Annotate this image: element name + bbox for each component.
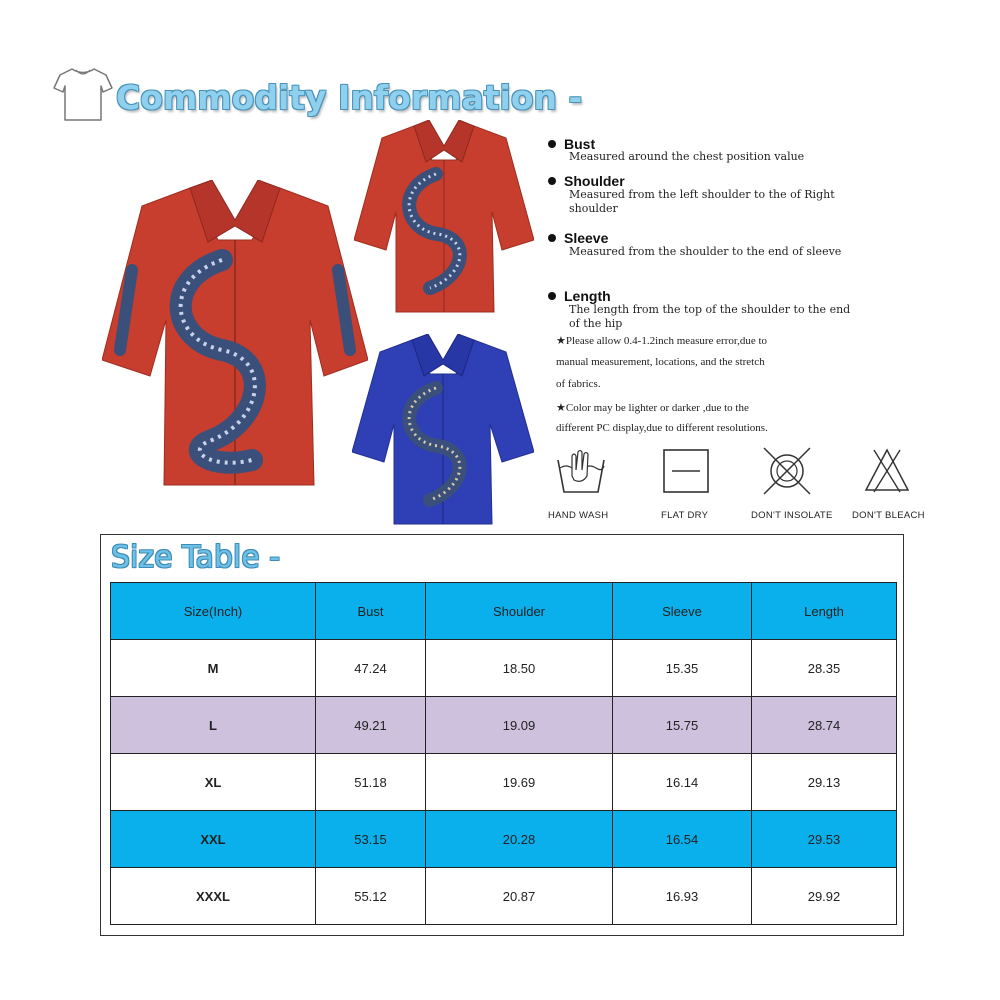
bullet-icon — [548, 292, 556, 300]
header-bust: Bust — [316, 583, 426, 640]
dont-insolate-icon — [760, 446, 814, 496]
cell-bust: 51.18 — [316, 754, 426, 811]
measure-shoulder-desc: Measured from the left shoulder to the of Right shoulder — [569, 188, 835, 215]
measure-length-desc: The length from the top of the shoulder to the end of the hip — [569, 303, 851, 330]
note-line: ★Color may be lighter or darker ,due to the — [556, 402, 749, 414]
cell-length: 29.92 — [752, 868, 897, 925]
table-header-row — [111, 583, 897, 640]
header-length: Length — [752, 583, 897, 640]
measure-sleeve-desc: Measured from the shoulder to the end of sleeve — [569, 245, 842, 258]
size-table — [110, 582, 897, 925]
cell-size: M — [111, 640, 316, 697]
measure-bust: Bust — [548, 135, 595, 153]
cell-bust: 55.12 — [316, 868, 426, 925]
hand-wash-icon — [554, 446, 608, 496]
cell-size: L — [111, 697, 316, 754]
measure-length: Length — [548, 287, 611, 305]
size-table-title: Size Table - — [111, 540, 281, 575]
cell-sleeve: 16.14 — [613, 754, 752, 811]
cell-size: XXL — [111, 811, 316, 868]
bullet-icon — [548, 234, 556, 242]
header-size: Size(Inch) — [111, 583, 316, 640]
cell-size: XL — [111, 754, 316, 811]
note-line: ★Please allow 0.4-1.2inch measure error,due to — [556, 335, 768, 347]
product-image-red-shirt-small — [354, 120, 534, 316]
cell-bust: 53.15 — [316, 811, 426, 868]
table-row — [111, 640, 897, 697]
table-row — [111, 868, 897, 925]
product-image-blue-shirt-small — [352, 334, 534, 526]
care-label-dont-bleach: DON'T BLEACH — [852, 510, 925, 521]
cell-sleeve: 15.35 — [613, 640, 752, 697]
cell-shoulder: 18.50 — [426, 640, 613, 697]
cell-bust: 49.21 — [316, 697, 426, 754]
cell-sleeve: 15.75 — [613, 697, 752, 754]
table-row — [111, 697, 897, 754]
cell-shoulder: 19.09 — [426, 697, 613, 754]
cell-bust: 47.24 — [316, 640, 426, 697]
cell-shoulder: 20.87 — [426, 868, 613, 925]
measure-bust-desc: Measured around the chest position value — [569, 150, 805, 163]
cell-size: XXXL — [111, 868, 316, 925]
cell-length: 28.35 — [752, 640, 897, 697]
note-line: of fabrics. — [556, 378, 601, 390]
product-image-red-shirt-large — [102, 180, 368, 490]
table-row — [111, 754, 897, 811]
measure-shoulder: Shoulder — [548, 172, 625, 190]
cell-sleeve: 16.93 — [613, 868, 752, 925]
bullet-icon — [548, 177, 556, 185]
dont-bleach-icon — [860, 446, 914, 496]
cell-shoulder: 19.69 — [426, 754, 613, 811]
header-sleeve: Sleeve — [613, 583, 752, 640]
header-shoulder: Shoulder — [426, 583, 613, 640]
table-row — [111, 811, 897, 868]
cell-sleeve: 16.54 — [613, 811, 752, 868]
cell-length: 28.74 — [752, 697, 897, 754]
bullet-icon — [548, 140, 556, 148]
cell-length: 29.53 — [752, 811, 897, 868]
measure-sleeve: Sleeve — [548, 229, 608, 247]
note-line: different PC display,due to different resolutions. — [556, 422, 768, 434]
flat-dry-icon — [660, 446, 714, 496]
care-label-flat-dry: FLAT DRY — [661, 510, 709, 521]
care-label-hand-wash: HAND WASH — [548, 510, 609, 521]
tshirt-outline-icon — [52, 64, 114, 124]
care-label-dont-insolate: DON'T INSOLATE — [751, 510, 833, 521]
cell-shoulder: 20.28 — [426, 811, 613, 868]
cell-length: 29.13 — [752, 754, 897, 811]
page-title: Commodity Information - — [116, 78, 583, 117]
note-line: manual measurement, locations, and the stretch — [556, 356, 765, 368]
